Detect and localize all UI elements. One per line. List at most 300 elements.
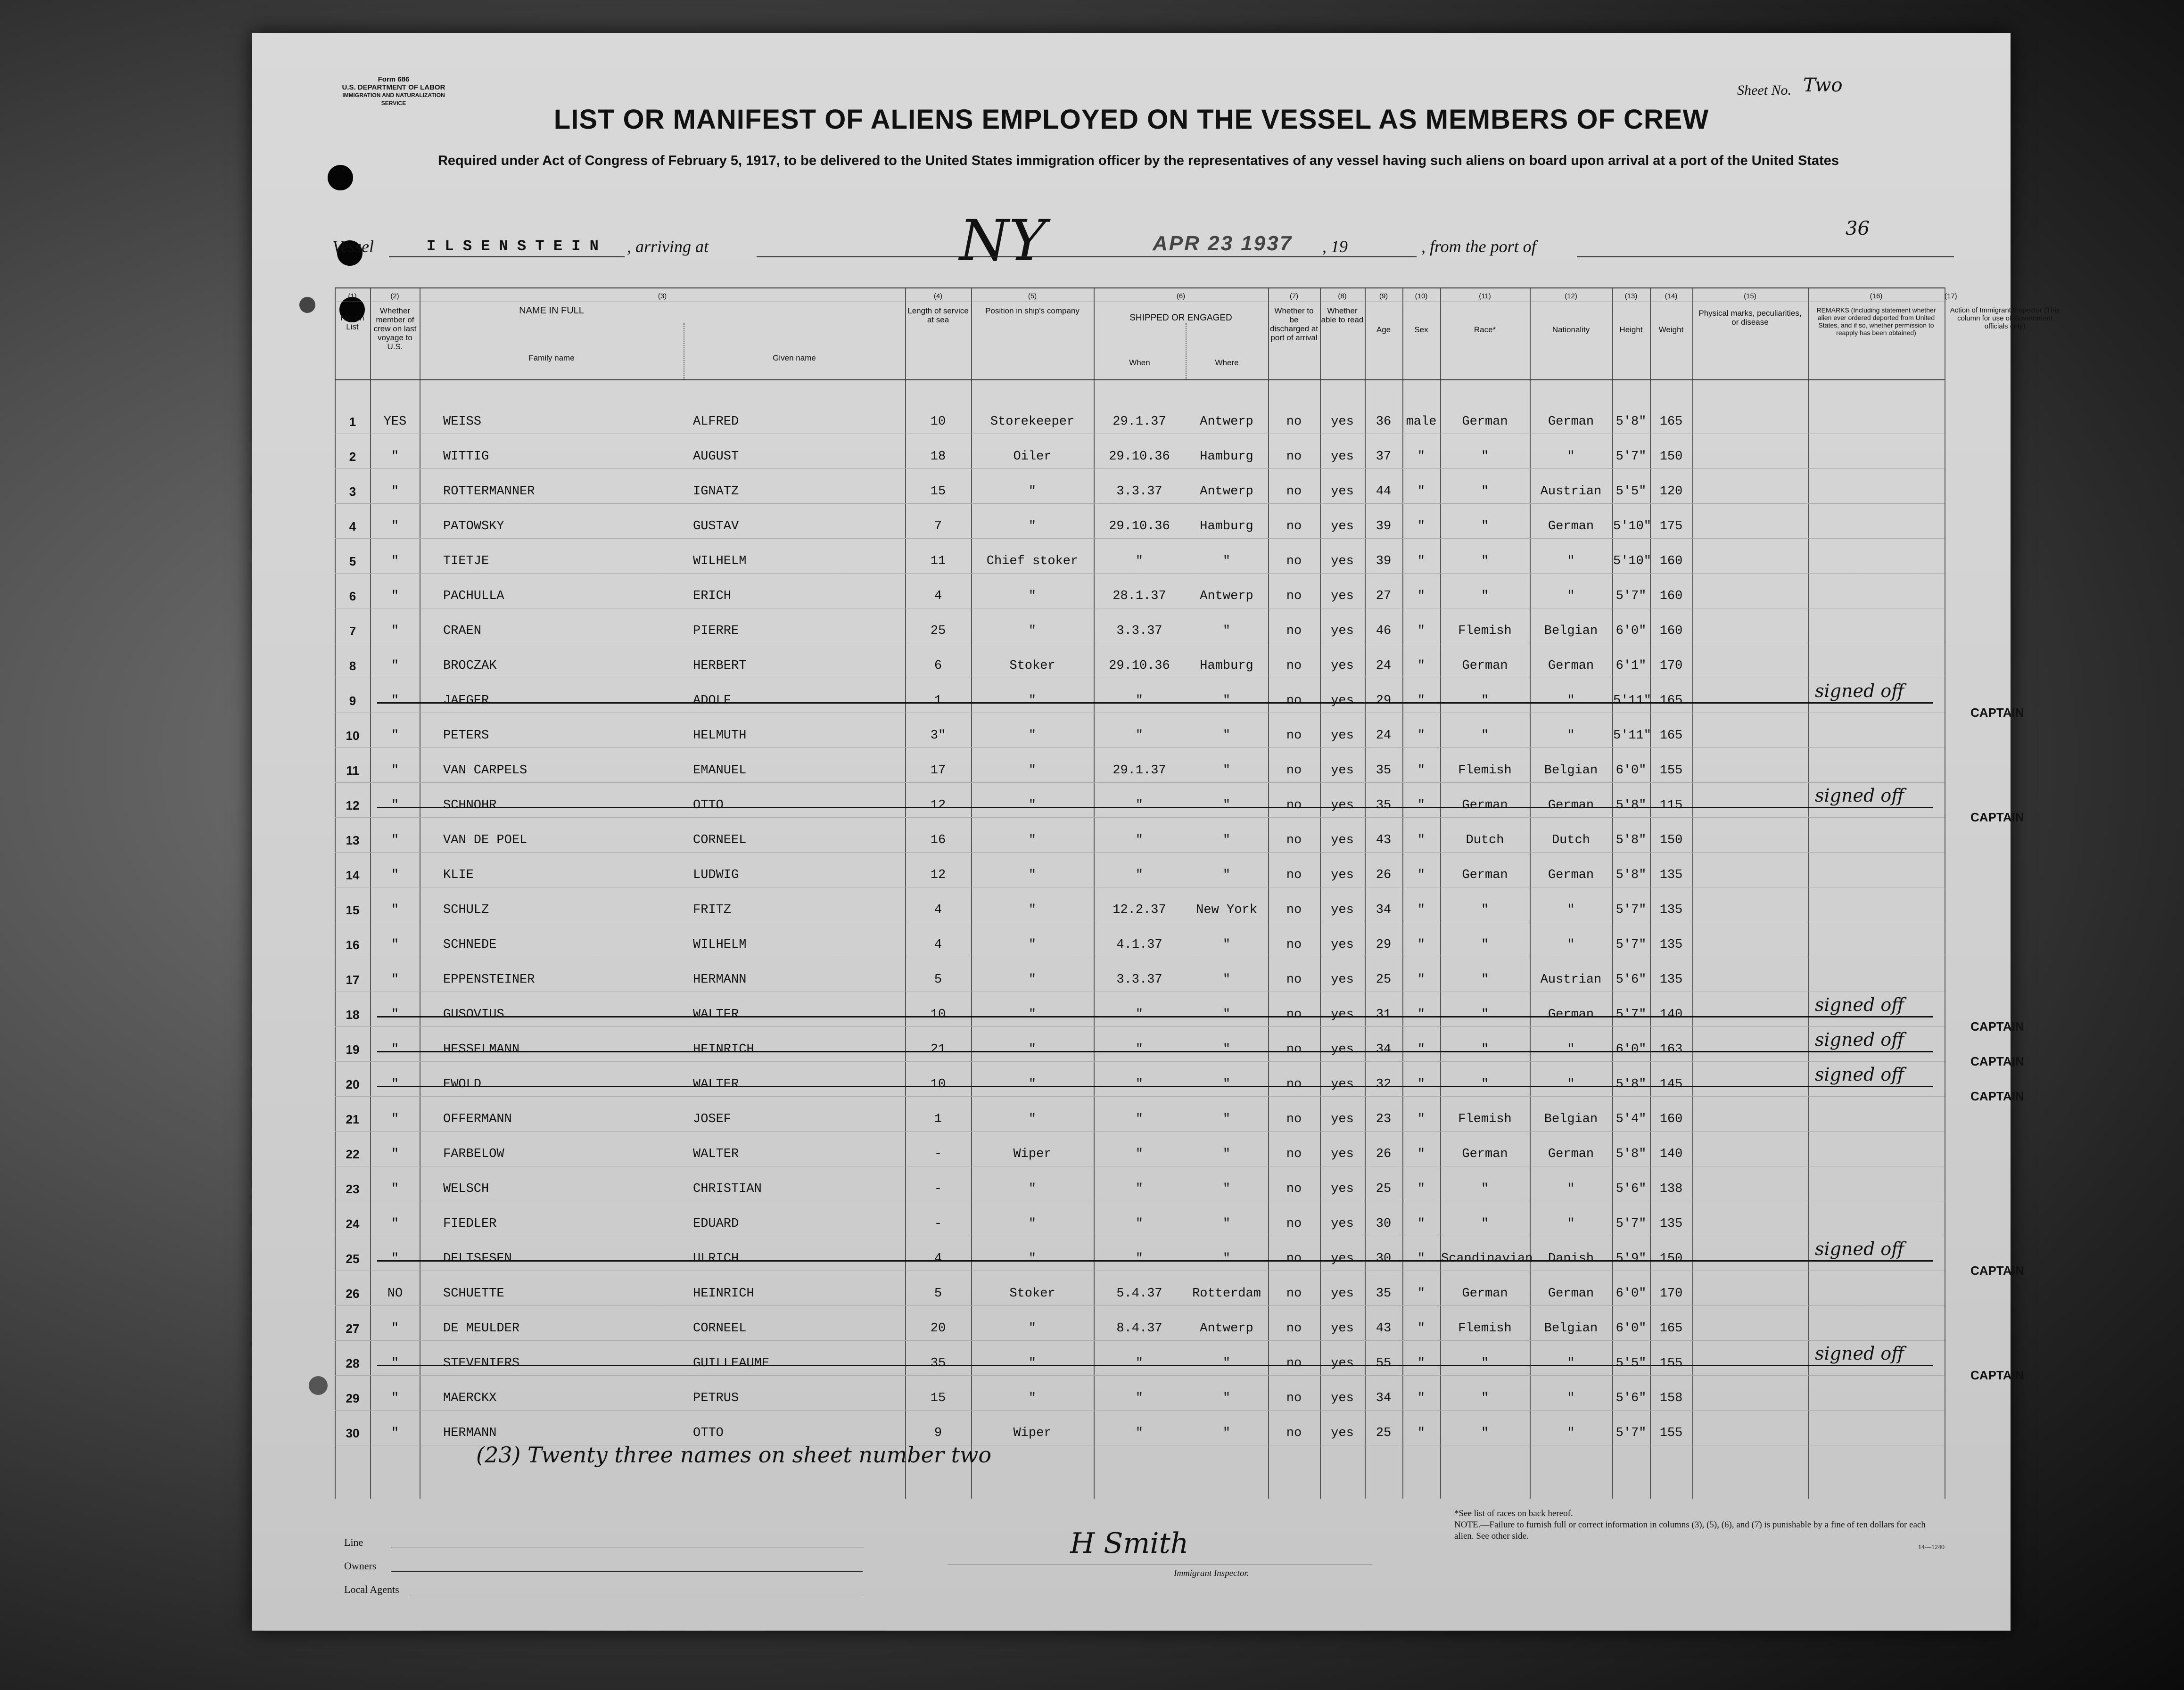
cell-weight: 165 — [1659, 415, 1683, 429]
cell-read: yes — [1331, 450, 1354, 464]
cell-race: " — [1481, 1356, 1489, 1370]
colhead-where: Where — [1215, 358, 1239, 367]
cell-height: 5'7" — [1615, 938, 1647, 952]
cell-service: 12 — [930, 798, 946, 812]
cell-position: " — [1028, 938, 1037, 952]
cell-sex: " — [1417, 519, 1426, 533]
cell-family: BROCZAK — [443, 659, 497, 673]
arriving-label: , arriving at — [627, 237, 709, 256]
cell-disch: no — [1286, 1321, 1302, 1336]
cell-sex: " — [1417, 1321, 1426, 1336]
cell-read: yes — [1331, 1182, 1354, 1196]
cell-prev: " — [391, 624, 399, 638]
cell-weight: 138 — [1659, 1182, 1683, 1196]
cell-read: yes — [1331, 1426, 1354, 1440]
owners-label: Owners — [344, 1560, 377, 1572]
cell-disch: no — [1286, 868, 1302, 882]
cell-prev: " — [391, 798, 399, 812]
cell-service: 5 — [934, 973, 942, 987]
cell-family: JAEGER — [443, 694, 489, 708]
cell-disch: no — [1286, 624, 1302, 638]
cell-prev: NO — [387, 1287, 403, 1301]
colnum-9: (9) — [1379, 292, 1388, 300]
cell-race: Scandinavian — [1441, 1252, 1533, 1266]
cell-read: yes — [1331, 1008, 1354, 1022]
cell-weight: 135 — [1659, 868, 1683, 882]
colhead-8: Whether able to read — [1321, 306, 1364, 324]
cell-height: 5'6" — [1615, 973, 1647, 987]
cell-nat: Belgian — [1544, 1112, 1598, 1126]
cell-service: - — [934, 1147, 942, 1161]
cell-when: " — [1135, 1008, 1144, 1022]
cell-age: 43 — [1376, 1321, 1392, 1336]
cell-weight: 135 — [1659, 973, 1683, 987]
cell-service: 4 — [934, 903, 942, 917]
cell-race: " — [1481, 938, 1489, 952]
colnum-15: (15) — [1744, 292, 1756, 300]
strike-line — [377, 1086, 1933, 1087]
row-number: 7 — [349, 624, 356, 638]
cell-read: yes — [1331, 694, 1354, 708]
cell-position: " — [1028, 1008, 1037, 1022]
cell-sex: " — [1417, 833, 1426, 847]
cell-given: EDUARD — [693, 1217, 739, 1231]
row-number: 25 — [346, 1252, 360, 1266]
cell-when: 29.10.36 — [1109, 450, 1170, 464]
cell-nat: " — [1567, 694, 1575, 708]
cell-weight: 145 — [1659, 1077, 1683, 1091]
cell-prev: " — [391, 659, 399, 673]
cell-height: 5'8" — [1615, 833, 1647, 847]
cell-read: yes — [1331, 903, 1354, 917]
cell-read: yes — [1331, 1217, 1354, 1231]
cell-age: 36 — [1376, 415, 1392, 429]
cell-when: " — [1135, 798, 1144, 812]
cell-race: Flemish — [1458, 763, 1512, 778]
cell-prev: " — [391, 694, 399, 708]
cell-sex: " — [1417, 868, 1426, 882]
cell-sex: " — [1417, 554, 1426, 568]
colhead-13: Height — [1619, 325, 1643, 334]
cell-prev: " — [391, 450, 399, 464]
cell-disch: no — [1286, 973, 1302, 987]
cell-position: " — [1028, 1077, 1037, 1091]
cell-given: HEINRICH — [693, 1287, 754, 1301]
cell-service: 6 — [934, 659, 942, 673]
cell-position: " — [1028, 833, 1037, 847]
cell-read: yes — [1331, 798, 1354, 812]
colhead-12: Nationality — [1552, 325, 1590, 334]
cell-nat: " — [1567, 1426, 1575, 1440]
cell-service: 18 — [930, 450, 946, 464]
row-number: 14 — [346, 868, 360, 882]
cell-position: " — [1028, 903, 1037, 917]
cell-position: " — [1028, 624, 1037, 638]
cell-given: ERICH — [693, 589, 732, 603]
cell-where: " — [1222, 694, 1231, 708]
cell-where: " — [1222, 833, 1231, 847]
cell-where: " — [1222, 1077, 1231, 1091]
punch-hole — [299, 297, 315, 313]
cell-family: VAN CARPELS — [443, 763, 527, 778]
cell-sex: " — [1417, 659, 1426, 673]
cell-position: Wiper — [1013, 1426, 1052, 1440]
cell-position: " — [1028, 973, 1037, 987]
row-number: 26 — [346, 1287, 360, 1301]
strike-line — [377, 1016, 1933, 1017]
cell-height: 5'8" — [1615, 415, 1647, 429]
punch-hole — [328, 165, 353, 190]
cell-race: " — [1481, 729, 1489, 743]
cell-height: 5'10" — [1613, 519, 1652, 533]
colhead-3: NAME IN FULL — [519, 305, 584, 316]
cell-when: " — [1135, 1182, 1144, 1196]
colhead-4: Length of service at sea — [907, 306, 969, 324]
cell-prev: " — [391, 484, 399, 499]
cell-disch: no — [1286, 554, 1302, 568]
colhead-14: Weight — [1658, 325, 1684, 334]
cell-height: 5'10" — [1613, 554, 1652, 568]
cell-read: yes — [1331, 729, 1354, 743]
cell-family: GUSOVIUS — [443, 1008, 504, 1022]
cell-disch: no — [1286, 1217, 1302, 1231]
strike-line — [377, 1051, 1933, 1052]
cell-age: 43 — [1376, 833, 1392, 847]
cell-where: Antwerp — [1200, 589, 1253, 603]
cell-family: SCHNOHR — [443, 798, 497, 812]
cell-disch: no — [1286, 903, 1302, 917]
cell-family: PATOWSKY — [443, 519, 504, 533]
colhead-1: No. on List — [340, 313, 364, 331]
captain-stamp: CAPTAIN — [1970, 706, 2024, 720]
cell-prev: " — [391, 1391, 399, 1405]
colhead-15: Physical marks, peculiarities, or disease — [1698, 309, 1802, 327]
cell-race: German — [1462, 1147, 1508, 1161]
cell-family: EWOLD — [443, 1077, 482, 1091]
cell-nat: German — [1548, 1287, 1594, 1301]
colnum-2: (2) — [390, 292, 399, 300]
cell-race: " — [1481, 519, 1489, 533]
cell-age: 26 — [1376, 1147, 1392, 1161]
cell-service: 11 — [930, 554, 946, 568]
cell-service: 4 — [934, 938, 942, 952]
cell-age: 37 — [1376, 450, 1392, 464]
cell-age: 25 — [1376, 1426, 1392, 1440]
cell-given: ALFRED — [693, 415, 739, 429]
cell-sex: " — [1417, 1287, 1426, 1301]
colnum-13: (13) — [1624, 292, 1638, 300]
cell-height: 5'5" — [1615, 484, 1647, 499]
cell-nat: German — [1548, 659, 1594, 673]
row-number: 16 — [346, 938, 360, 952]
form-code: 14—1240 — [1918, 1544, 1945, 1551]
cell-service: 17 — [930, 763, 946, 778]
cell-height: 5'6" — [1615, 1391, 1647, 1405]
cell-nat: Austrian — [1540, 973, 1602, 987]
colnum-5: (5) — [1028, 292, 1037, 300]
row-number: 23 — [346, 1182, 360, 1196]
cell-nat: " — [1567, 938, 1575, 952]
cell-weight: 160 — [1659, 1112, 1683, 1126]
cell-read: yes — [1331, 484, 1354, 499]
cell-disch: no — [1286, 694, 1302, 708]
cell-prev: YES — [383, 415, 407, 429]
strike-line — [377, 807, 1933, 808]
cell-given: WALTER — [693, 1077, 739, 1091]
cell-prev: " — [391, 1112, 399, 1126]
cell-given: GUILLEAUME — [693, 1356, 770, 1370]
cell-race: " — [1481, 554, 1489, 568]
cell-given: WALTER — [693, 1008, 739, 1022]
strike-line — [377, 1260, 1933, 1262]
cell-disch: no — [1286, 450, 1302, 464]
cell-prev: " — [391, 519, 399, 533]
cell-when: 12.2.37 — [1113, 903, 1166, 917]
cell-race: Dutch — [1466, 833, 1504, 847]
cell-height: 5'4" — [1615, 1112, 1647, 1126]
cell-sex: " — [1417, 798, 1426, 812]
cell-given: IGNATZ — [693, 484, 739, 499]
cell-weight: 150 — [1659, 833, 1683, 847]
cell-service: 10 — [930, 415, 946, 429]
cell-service: 15 — [930, 1391, 946, 1405]
cell-prev: " — [391, 1042, 399, 1057]
cell-weight: 135 — [1659, 1217, 1683, 1231]
cell-age: 30 — [1376, 1217, 1392, 1231]
cell-weight: 163 — [1659, 1042, 1683, 1057]
cell-race: German — [1462, 1287, 1508, 1301]
cell-position: " — [1028, 1356, 1037, 1370]
cell-disch: no — [1286, 1112, 1302, 1126]
cell-sex: " — [1417, 973, 1426, 987]
cell-when: 29.1.37 — [1113, 763, 1166, 778]
cell-age: 35 — [1376, 798, 1392, 812]
cell-nat: " — [1567, 554, 1575, 568]
cell-where: " — [1222, 798, 1231, 812]
cell-disch: no — [1286, 589, 1302, 603]
cell-disch: no — [1286, 1147, 1302, 1161]
cell-height: 6'0" — [1615, 1287, 1647, 1301]
cell-position: " — [1028, 868, 1037, 882]
form-info — [332, 75, 455, 107]
cell-disch: no — [1286, 798, 1302, 812]
cell-sex: " — [1417, 1252, 1426, 1266]
cell-read: yes — [1331, 1391, 1354, 1405]
cell-race: Flemish — [1458, 624, 1512, 638]
cell-read: yes — [1331, 1321, 1354, 1336]
row-number: 29 — [346, 1391, 360, 1405]
cell-position: " — [1028, 798, 1037, 812]
cell-nat: German — [1548, 415, 1594, 429]
row-number: 9 — [349, 694, 356, 708]
cell-nat: " — [1567, 1356, 1575, 1370]
cell-prev: " — [391, 763, 399, 778]
cell-height: 5'8" — [1615, 798, 1647, 812]
cell-age: 31 — [1376, 1008, 1392, 1022]
cell-weight: 150 — [1659, 1252, 1683, 1266]
cell-read: yes — [1331, 1287, 1354, 1301]
cell-disch: no — [1286, 1356, 1302, 1370]
cell-age: 34 — [1376, 1391, 1392, 1405]
cell-family: DELTSFSEN — [443, 1252, 512, 1266]
cell-family: FIEDLER — [443, 1217, 497, 1231]
cell-position: " — [1028, 1391, 1037, 1405]
cell-prev: " — [391, 1356, 399, 1370]
cell-prev: " — [391, 1182, 399, 1196]
cell-service: 3" — [930, 729, 946, 743]
cell-given: ULRICH — [693, 1252, 739, 1266]
cell-read: yes — [1331, 624, 1354, 638]
cell-height: 5'7" — [1615, 450, 1647, 464]
captain-stamp: CAPTAIN — [1970, 1054, 2024, 1068]
cell-family: HERMANN — [443, 1426, 497, 1440]
colnum-14: (14) — [1665, 292, 1678, 300]
cell-weight: 155 — [1659, 1356, 1683, 1370]
cell-family: SCHULZ — [443, 903, 489, 917]
line-label: Line — [344, 1536, 363, 1548]
remark-signed-off: signed off — [1815, 785, 1904, 806]
cell-prev: " — [391, 903, 399, 917]
cell-race: " — [1481, 450, 1489, 464]
cell-given: PIERRE — [693, 624, 739, 638]
cell-weight: 175 — [1659, 519, 1683, 533]
cell-given: CORNEEL — [693, 833, 747, 847]
cell-position: Stoker — [1009, 1287, 1055, 1301]
cell-read: yes — [1331, 1112, 1354, 1126]
cell-where: " — [1222, 1182, 1231, 1196]
cell-nat: " — [1567, 1077, 1575, 1091]
from-port-label: , from the port of — [1421, 237, 1536, 256]
cell-sex: " — [1417, 1356, 1426, 1370]
cell-prev: " — [391, 1217, 399, 1231]
cell-prev: " — [391, 1008, 399, 1022]
cell-where: Hamburg — [1200, 519, 1253, 533]
cell-weight: 165 — [1659, 694, 1683, 708]
cell-race: " — [1481, 1042, 1489, 1057]
cell-age: 46 — [1376, 624, 1392, 638]
remark-signed-off: signed off — [1815, 1239, 1904, 1259]
row-number: 1 — [349, 415, 356, 429]
cell-given: CORNEEL — [693, 1321, 747, 1336]
cell-service: 9 — [934, 1426, 942, 1440]
cell-position: " — [1028, 519, 1037, 533]
cell-where: Antwerp — [1200, 1321, 1253, 1336]
cell-when: 8.4.37 — [1116, 1321, 1162, 1336]
row-number: 30 — [346, 1426, 360, 1440]
cell-disch: no — [1286, 1252, 1302, 1266]
cell-where: Hamburg — [1200, 450, 1253, 464]
colnum-11: (11) — [1479, 292, 1491, 300]
cell-prev: " — [391, 938, 399, 952]
cell-where: Antwerp — [1200, 484, 1253, 499]
cell-when: " — [1135, 1252, 1144, 1266]
cell-sex: " — [1417, 1182, 1426, 1196]
arriving-port: NY — [959, 208, 1047, 274]
agents-label: Local Agents — [344, 1583, 399, 1595]
cell-height: 5'7" — [1615, 1008, 1647, 1022]
colnum-8: (8) — [1338, 292, 1347, 300]
cell-when: 28.1.37 — [1113, 589, 1166, 603]
cell-given: AUGUST — [693, 450, 739, 464]
cell-weight: 135 — [1659, 903, 1683, 917]
cell-height: 5'7" — [1615, 903, 1647, 917]
row-number: 19 — [346, 1042, 360, 1057]
date-stamp: APR 23 1937 — [1153, 232, 1293, 255]
cell-where: Antwerp — [1200, 415, 1253, 429]
cell-nat: " — [1567, 450, 1575, 464]
cell-where: " — [1222, 973, 1231, 987]
cell-height: 6'1" — [1615, 659, 1647, 673]
cell-where: " — [1222, 1252, 1231, 1266]
cell-race: " — [1481, 973, 1489, 987]
colnum-3: (3) — [658, 292, 667, 300]
cell-age: 24 — [1376, 659, 1392, 673]
cell-service: 20 — [930, 1321, 946, 1336]
cell-nat: Belgian — [1544, 763, 1598, 778]
row-number: 17 — [346, 973, 360, 987]
cell-age: 26 — [1376, 868, 1392, 882]
colnum-4: (4) — [933, 292, 943, 300]
cell-service: 4 — [934, 589, 942, 603]
cell-position: " — [1028, 694, 1037, 708]
cell-disch: no — [1286, 763, 1302, 778]
cell-disch: no — [1286, 519, 1302, 533]
cell-family: SCHUETTE — [443, 1287, 504, 1301]
cell-sex: " — [1417, 450, 1426, 464]
cell-weight: 150 — [1659, 450, 1683, 464]
remark-signed-off: signed off — [1815, 1064, 1904, 1085]
cell-weight: 160 — [1659, 554, 1683, 568]
cell-weight: 140 — [1659, 1147, 1683, 1161]
manifest-sheet — [252, 33, 2060, 1631]
row-number: 24 — [346, 1217, 360, 1231]
cell-position: " — [1028, 484, 1037, 499]
cell-family: WEISS — [443, 415, 482, 429]
cell-service: 15 — [930, 484, 946, 499]
cell-family: KLIE — [443, 868, 474, 882]
cell-read: yes — [1331, 589, 1354, 603]
cell-where: " — [1222, 1217, 1231, 1231]
cell-sex: " — [1417, 624, 1426, 638]
cell-given: WILHELM — [693, 938, 747, 952]
cell-family: PETERS — [443, 729, 489, 743]
cell-where: " — [1222, 868, 1231, 882]
cell-where: " — [1222, 763, 1231, 778]
cell-age: 39 — [1376, 554, 1392, 568]
cell-when: " — [1135, 833, 1144, 847]
colnum-16: (16) — [1870, 292, 1883, 300]
cell-read: yes — [1331, 868, 1354, 882]
cell-age: 25 — [1376, 1182, 1392, 1196]
inspector-signature: H Smith — [1070, 1527, 1189, 1560]
row-number: 21 — [346, 1112, 360, 1126]
cell-position: " — [1028, 1321, 1037, 1336]
cell-family: STEVENIERS — [443, 1356, 520, 1370]
cell-sex: " — [1417, 694, 1426, 708]
cell-height: 6'0" — [1615, 1042, 1647, 1057]
cell-when: " — [1135, 694, 1144, 708]
cell-age: 35 — [1376, 763, 1392, 778]
cell-given: GUSTAV — [693, 519, 739, 533]
cell-when: " — [1135, 1147, 1144, 1161]
cell-race: " — [1481, 694, 1489, 708]
cell-position: " — [1028, 1112, 1037, 1126]
cell-race: German — [1462, 659, 1508, 673]
row-number: 8 — [349, 659, 356, 673]
cell-nat: Austrian — [1540, 484, 1602, 499]
colhead-5: Position in ship's company — [985, 306, 1080, 315]
colhead-11: Race* — [1474, 325, 1496, 334]
